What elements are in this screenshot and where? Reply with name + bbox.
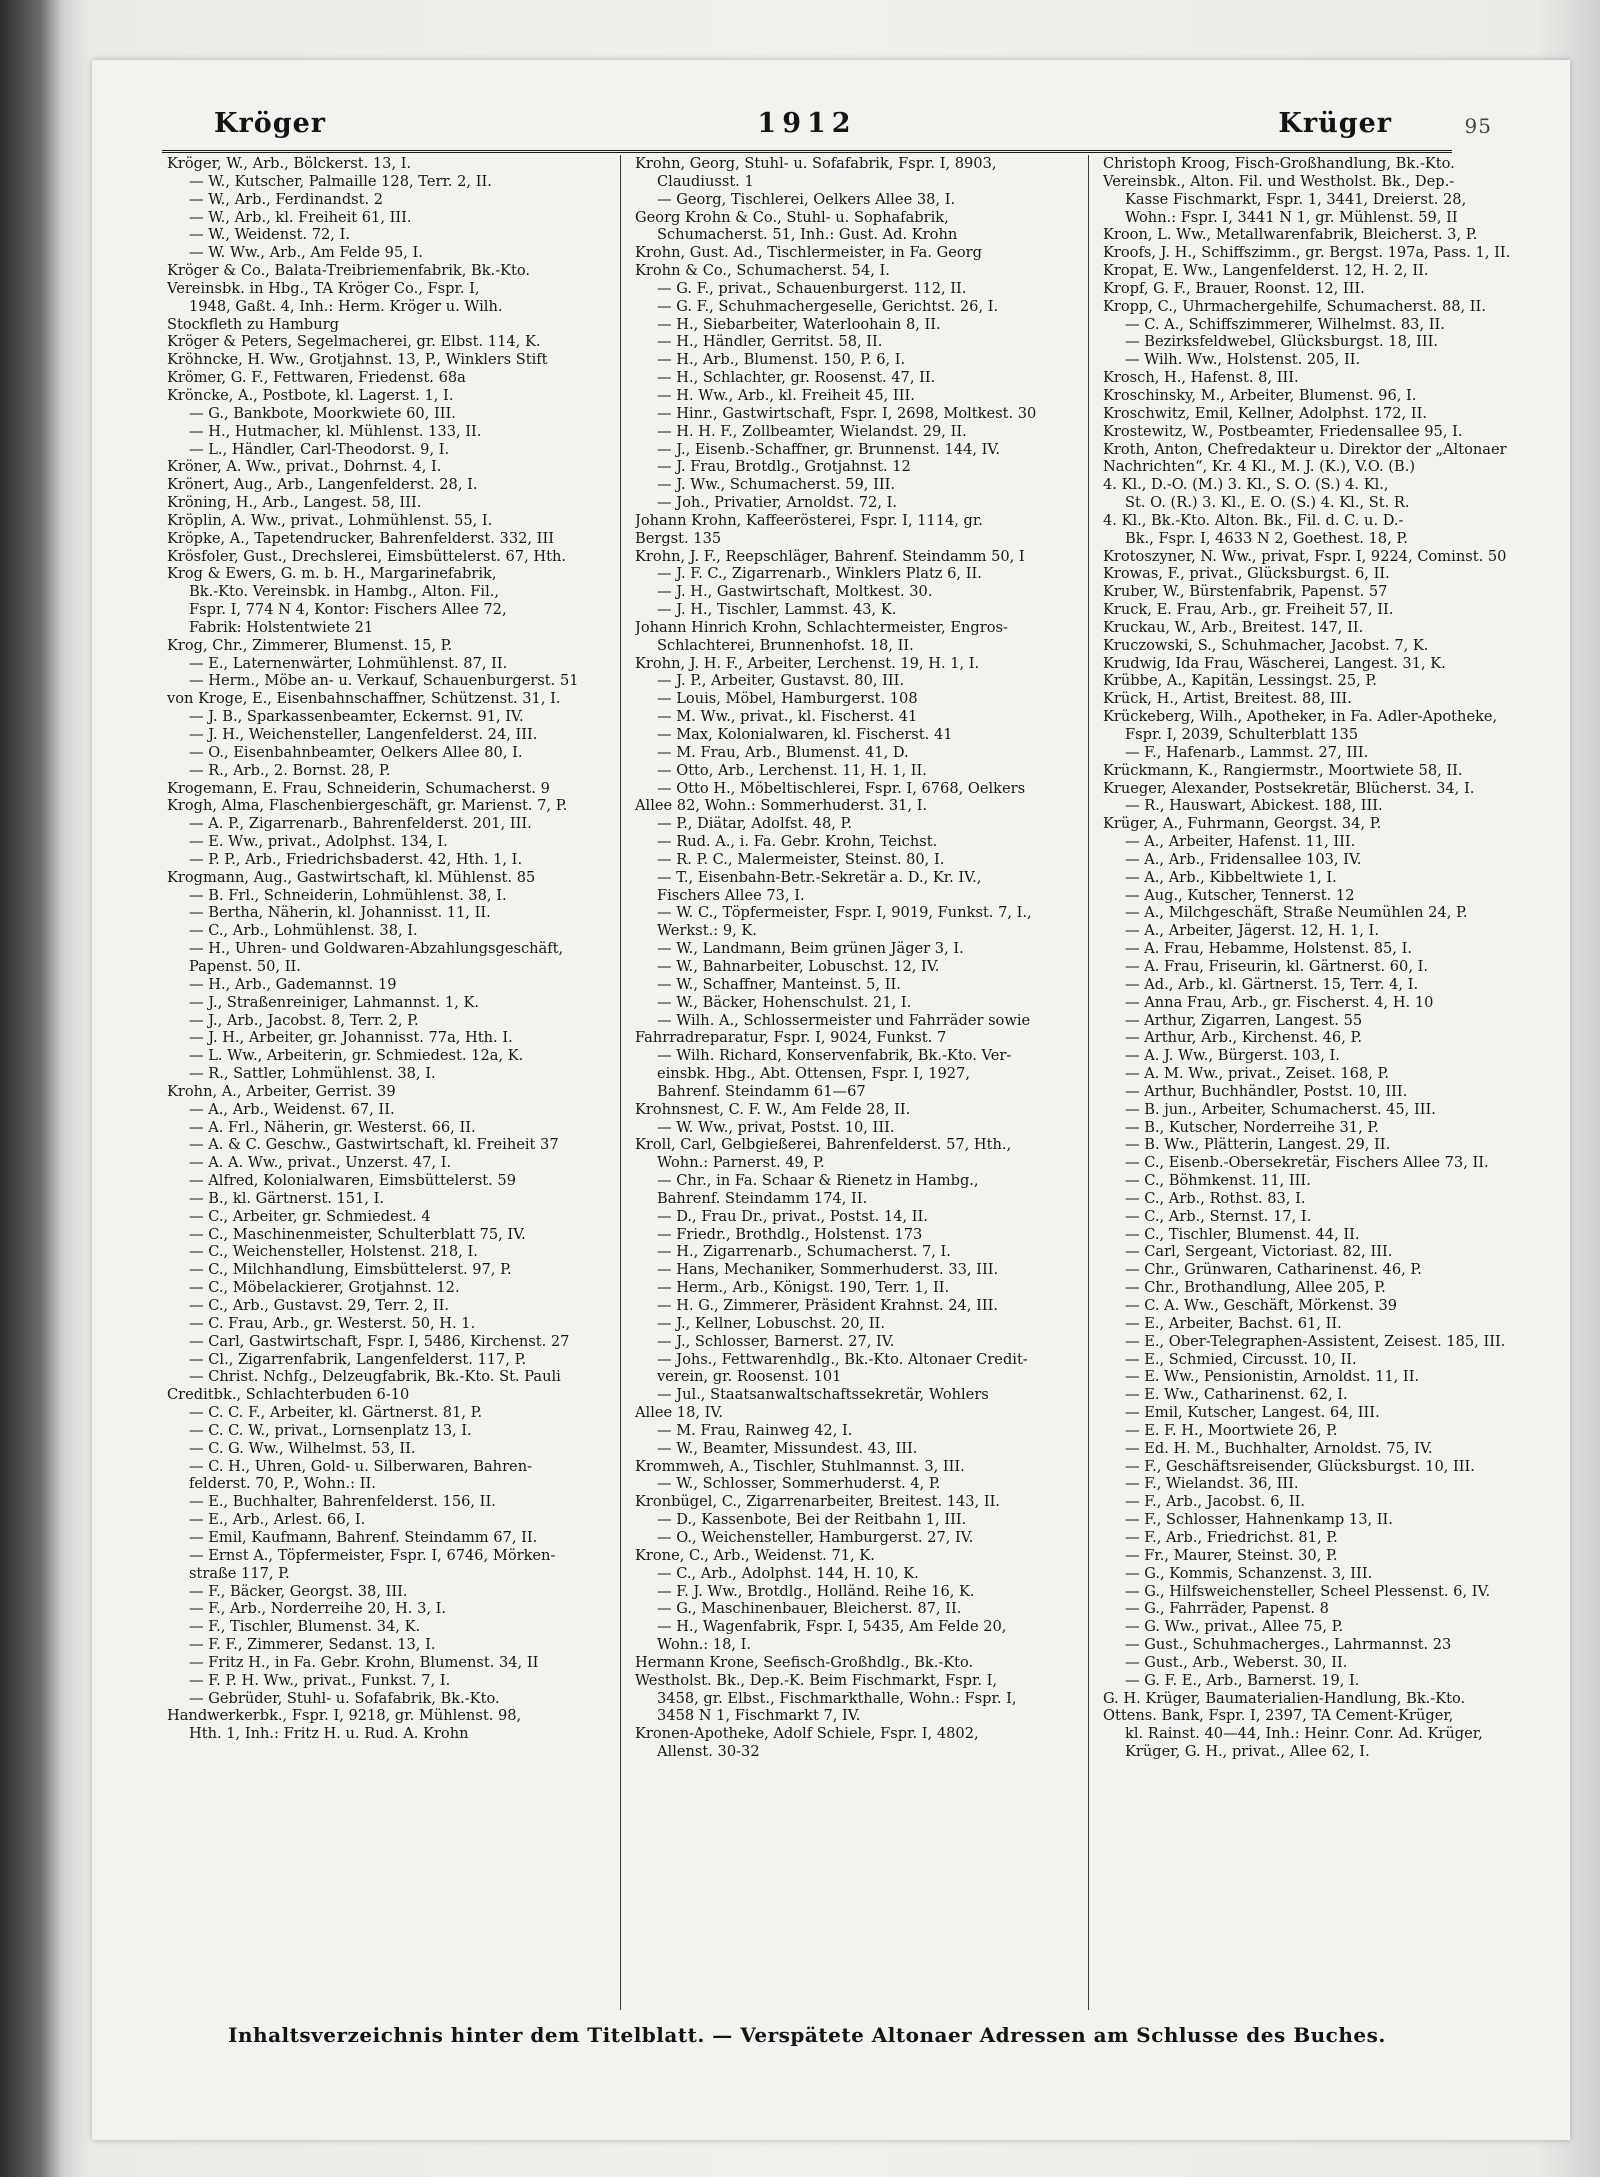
directory-entry-line: — J. H., Weichensteller, Langenfelderst. 24, III. xyxy=(189,726,538,743)
directory-entry-line: Krömer, G. F., Fettwaren, Friedenst. 68a xyxy=(167,369,466,387)
directory-entry-line: — J., Kellner, Lobuschst. 20, II. xyxy=(657,1314,885,1332)
directory-entry-line: — G., Kommis, Schanzenst. 3, III. xyxy=(1125,1564,1373,1582)
directory-entry-line: — G., Hilfsweichensteller, Scheel Plessenst. 6, IV. xyxy=(1125,1582,1491,1600)
directory-entry-line: — Gust., Schuhmacherges., Lahrmannst. 23 xyxy=(1125,1636,1452,1654)
directory-entry-line: Creditbk., Schlachterbuden 6-10 xyxy=(167,1386,410,1404)
directory-entry-line: Krohn, Georg, Stuhl- u. Sofafabrik, Fspr. I, 8903, xyxy=(635,155,997,172)
directory-entry-line: — Emil, Kutscher, Langest. 64, III. xyxy=(1125,1404,1380,1422)
directory-entry-line: Krogh, Alma, Flaschenbiergeschäft, gr. Marienst. 7, P. xyxy=(167,797,568,815)
directory-entry-line: — Louis, Möbel, Hamburgerst. 108 xyxy=(657,690,918,708)
directory-entry-line: Claudiusst. 1 xyxy=(657,172,754,190)
directory-entry-line: — Arthur, Arb., Kirchenst. 46, P. xyxy=(1125,1029,1362,1047)
directory-entry-line: — M. Ww., privat., kl. Fischerst. 41 xyxy=(657,708,918,726)
directory-entry-line: — Christ. Nchfg., Delzeugfabrik, Bk.-Kto. St. Pauli xyxy=(189,1368,561,1386)
directory-entry-line: — F., Arb., Jacobst. 6, II. xyxy=(1125,1493,1305,1511)
directory-entry-line: Nachrichten“, Kr. 4 Kl., M. J. (K.), V.O. (B.) xyxy=(1103,458,1416,476)
directory-entry-line: Krüger, G. H., privat., Allee 62, I. xyxy=(1125,1743,1370,1761)
directory-entry-line: — Cl., Zigarrenfabrik, Langenfelderst. 117, P. xyxy=(189,1350,527,1368)
directory-entry-line: — C., Arb., Lohmühlenst. 38, I. xyxy=(189,922,418,940)
directory-entry-line: — E. Ww., privat., Adolphst. 134, I. xyxy=(189,833,448,851)
directory-entry-line: 3458 N 1, Fischmarkt 7, IV. xyxy=(657,1707,861,1725)
directory-entry-line: — P., Diätar, Adolfst. 48, P. xyxy=(657,815,853,833)
directory-entry-line: — C., Maschinenmeister, Schulterblatt 75, IV. xyxy=(189,1225,526,1243)
directory-entry-line: — Gust., Arb., Weberst. 30, II. xyxy=(1125,1653,1348,1671)
directory-entry-line: Schlachterei, Brunnenhofst. 18, II. xyxy=(657,636,914,654)
directory-entry-line: — A., Arb., Weidenst. 67, II. xyxy=(189,1100,395,1118)
directory-entry-line: — Herm., Möbe an- u. Verkauf, Schauenburgerst. 51 xyxy=(189,672,579,690)
directory-entry-line: — G. F., Schuhmachergeselle, Gerichtst. 26, I. xyxy=(657,297,999,315)
directory-entry-line: — Gebrüder, Stuhl- u. Sofafabrik, Bk.-Kto. xyxy=(189,1689,500,1707)
directory-entry-line: Kröger & Peters, Segelmacherei, gr. Elbst. 114, K. xyxy=(167,333,541,351)
directory-entry-line: — G., Maschinenbauer, Bleicherst. 87, II. xyxy=(657,1600,962,1618)
directory-entry-line: — A. Frau, Friseurin, kl. Gärtnerst. 60, I. xyxy=(1125,957,1429,975)
directory-entry-line: — F., Bäcker, Georgst. 38, III. xyxy=(189,1582,408,1600)
directory-entry-line: — J. Ww., Schumacherst. 59, III. xyxy=(657,476,896,494)
directory-entry-line: Krohn & Co., Schumacherst. 54, I. xyxy=(635,262,890,280)
directory-entry-line: Georg Krohn & Co., Stuhl- u. Sophafabrik, xyxy=(635,208,949,226)
directory-entry-line: — H. Ww., Arb., kl. Freiheit 45, III. xyxy=(657,386,915,404)
directory-entry-line: — C., Arb., Gustavst. 29, Terr. 2, II. xyxy=(189,1297,449,1314)
directory-entry-line: Bahrenf. Steindamm 174, II. xyxy=(657,1189,868,1207)
directory-entry-line: — R. P. C., Malermeister, Steinst. 80, I. xyxy=(657,850,945,868)
directory-entry-line: — W., Beamter, Missundest. 43, III. xyxy=(657,1439,918,1457)
directory-entry-line: Westholst. Bk., Dep.-K. Beim Fischmarkt, Fspr. I, xyxy=(635,1671,998,1689)
directory-entry-line: — Ernst A., Töpfermeister, Fspr. I, 6746, Mörken- xyxy=(189,1546,556,1564)
directory-entry-line: — E. F. H., Moortwiete 26, P. xyxy=(1125,1421,1338,1439)
directory-entry-line: — C., Arbeiter, gr. Schmiedest. 4 xyxy=(189,1207,431,1225)
page-footer-note: Inhaltsverzeichnis hinter dem Titelblatt. — Verspätete Altonaer Adressen am Schlusse des Buches. xyxy=(228,2023,1386,2047)
directory-entry-line: — Wilh. Richard, Konservenfabrik, Bk.-Kto. Ver- xyxy=(657,1047,1012,1065)
directory-entry-line: — Ed. H. M., Buchhalter, Arnoldst. 75, IV. xyxy=(1125,1439,1433,1457)
directory-entry-line: — C. A., Schiffszimmerer, Wilhelmst. 83, II. xyxy=(1125,315,1445,333)
directory-entry-line: — H., Uhren- und Goldwaren-Abzahlungsgeschäft, xyxy=(189,940,564,958)
directory-entry-line: Kröner, A. Ww., privat., Dohrnst. 4, I. xyxy=(167,458,442,476)
directory-entry-line: felderst. 70, P., Wohn.: II. xyxy=(189,1475,376,1493)
directory-entry-line: — H. H. F., Zollbeamter, Wielandst. 29, II. xyxy=(657,422,967,440)
directory-entry-line: — B. Ww., Plätterin, Langest. 29, II. xyxy=(1125,1136,1391,1154)
directory-entry-line: — C. C. W., privat., Lornsenplatz 13, I. xyxy=(189,1421,472,1439)
directory-entry-line: Krohn, Gust. Ad., Tischlermeister, in Fa. Georg xyxy=(635,244,982,262)
directory-entry-line: Kröhncke, H. Ww., Grotjahnst. 13, P., Winklers Stift xyxy=(167,351,548,369)
directory-entry-line: — Hans, Mechaniker, Sommerhuderst. 33, III. xyxy=(657,1261,999,1279)
directory-entry-line: Wohn.: Parnerst. 49, P. xyxy=(657,1154,825,1172)
directory-entry-line: — F., Arb., Norderreihe 20, H. 3, I. xyxy=(189,1600,447,1618)
directory-entry-line: Krogmann, Aug., Gastwirtschaft, kl. Mühlenst. 85 xyxy=(167,868,536,886)
directory-column-2 xyxy=(635,155,1071,2010)
directory-entry-line: Johann Krohn, Kaffeerösterei, Fspr. I, 1114, gr. xyxy=(635,511,983,529)
header-left-keyword: Kröger xyxy=(214,108,326,139)
directory-entry-line: — Fr., Maurer, Steinst. 30, P. xyxy=(1125,1546,1338,1564)
directory-entry-line: — E., Ober-Telegraphen-Assistent, Zeisest. 185, III. xyxy=(1125,1332,1506,1350)
directory-entry-line: — Herm., Arb., Königst. 190, Terr. 1, II. xyxy=(657,1279,950,1297)
directory-entry-line: — B., kl. Gärtnerst. 151, I. xyxy=(189,1189,385,1207)
directory-entry-line: — Bezirksfeldwebel, Glücksburgst. 18, III. xyxy=(1125,333,1439,351)
directory-entry-line: — Aug., Kutscher, Tennerst. 12 xyxy=(1125,886,1355,904)
directory-entry-line: — Otto H., Möbeltischlerei, Fspr. I, 6768, Oelkers xyxy=(657,779,1026,797)
directory-entry-line: Wohn.: 18, I. xyxy=(657,1636,752,1654)
directory-entry-line: — J. B., Sparkassenbeamter, Eckernst. 91, IV. xyxy=(189,708,524,726)
directory-entry-line: verein, gr. Roosenst. 101 xyxy=(657,1368,842,1386)
directory-entry-line: — H., Arb., Blumenst. 150, P. 6, I. xyxy=(657,351,906,369)
column-divider xyxy=(620,155,621,2010)
directory-entry-line: — Ad., Arb., kl. Gärtnerst. 15, Terr. 4, I. xyxy=(1125,975,1419,993)
directory-entry-line: Fabrik: Holstentwiete 21 xyxy=(189,618,374,636)
header-year: 1912 xyxy=(757,108,857,139)
page-number: 95 xyxy=(1464,114,1492,138)
directory-entry-line: — C., Böhmkenst. 11, III. xyxy=(1125,1172,1311,1190)
directory-entry-line: St. O. (R.) 3. Kl., E. O. (S.) 4. Kl., St. R. xyxy=(1125,494,1410,512)
directory-entry-line: Kropf, G. F., Brauer, Roonst. 12, III. xyxy=(1103,279,1365,297)
directory-entry-line: Krüger, A., Fuhrmann, Georgst. 34, P. xyxy=(1103,815,1382,833)
directory-entry-line: — W., Landmann, Beim grünen Jäger 3, I. xyxy=(657,940,964,958)
directory-entry-line: — Bertha, Näherin, kl. Johannisst. 11, II. xyxy=(189,904,491,922)
directory-entry-line: — H., Wagenfabrik, Fspr. I, 5435, Am Felde 20, xyxy=(657,1618,1007,1636)
directory-entry-line: — E. Ww., Catharinenst. 62, I. xyxy=(1125,1386,1348,1404)
directory-entry-line: — T., Eisenbahn-Betr.-Sekretär a. D., Kr. IV., xyxy=(657,868,982,886)
directory-entry-line: — H. G., Zimmerer, Präsident Krahnst. 24, III. xyxy=(657,1297,998,1314)
directory-entry-line: Werkst.: 9, K. xyxy=(657,922,757,940)
directory-entry-line: — J., Eisenb.-Schaffner, gr. Brunnenst. 144, IV. xyxy=(657,440,1001,458)
directory-entry-line: — W., Bahnarbeiter, Lobuschst. 12, IV. xyxy=(657,957,940,975)
directory-entry-line: Allenst. 30-32 xyxy=(657,1743,760,1761)
directory-entry-line: Krohn, J. H. F., Arbeiter, Lerchenst. 19, H. 1, I. xyxy=(635,654,980,672)
directory-entry-line: Bergst. 135 xyxy=(635,529,722,547)
directory-entry-line: — F., Arb., Friedrichst. 81, P. xyxy=(1125,1528,1338,1546)
directory-entry-line: Hermann Krone, Seefisch-Großhdlg., Bk.-Kto. xyxy=(635,1653,974,1671)
directory-entry-line: einsbk. Hbg., Abt. Ottensen, Fspr. I, 1927, xyxy=(657,1065,970,1083)
directory-entry-line: Wohn.: Fspr. I, 3441 N 1, gr. Mühlenst. 59, II xyxy=(1125,208,1458,226)
directory-entry-line: Bk.-Kto. Vereinsbk. in Hambg., Alton. Fil., xyxy=(189,583,500,601)
directory-entry-line: — A. J. Ww., Bürgerst. 103, I. xyxy=(1125,1047,1340,1065)
directory-entry-line: — D., Kassenbote, Bei der Reitbahn 1, III. xyxy=(657,1511,967,1529)
directory-entry-line: — L. Ww., Arbeiterin, gr. Schmiedest. 12a, K. xyxy=(189,1047,524,1065)
directory-entry-line: — Arthur, Zigarren, Langest. 55 xyxy=(1125,1011,1363,1029)
directory-entry-line: — J. F. C., Zigarrenarb., Winklers Platz 6, II. xyxy=(657,565,982,583)
directory-entry-line: — C., Möbelackierer, Grotjahnst. 12. xyxy=(189,1279,460,1297)
header-right-keyword: Krüger xyxy=(1278,108,1392,139)
directory-entry-line: — W., Schaffner, Manteinst. 5, II. xyxy=(657,975,901,993)
directory-entry-line: Krostewitz, W., Postbeamter, Friedensallee 95, I. xyxy=(1103,422,1463,440)
directory-entry-line: Fspr. I, 2039, Schulterblatt 135 xyxy=(1125,726,1359,743)
directory-entry-line: — H., Arb., Gademannst. 19 xyxy=(189,975,397,993)
directory-entry-line: Kronbügel, C., Zigarrenarbeiter, Breitest. 143, II. xyxy=(635,1493,1001,1511)
directory-entry-line: — J. H., Gastwirtschaft, Moltkest. 30. xyxy=(657,583,933,601)
directory-entry-line: — R., Hauswart, Abickest. 188, III. xyxy=(1125,797,1383,815)
directory-entry-line: 1948, Gaßt. 4, Inh.: Herm. Kröger u. Wilh. xyxy=(189,297,503,315)
directory-entry-line: — Wilh. A., Schlossermeister und Fahrräder sowie xyxy=(657,1011,1031,1029)
directory-entry-line: Krommweh, A., Tischler, Stuhlmannst. 3, III. xyxy=(635,1457,965,1475)
directory-entry-line: Krückeberg, Wilh., Apotheker, in Fa. Adler-Apotheke, xyxy=(1103,708,1498,726)
directory-entry-line: — H., Hutmacher, kl. Mühlenst. 133, II. xyxy=(189,422,482,440)
directory-entry-line: von Kroge, E., Eisenbahnschaffner, Schützenst. 31, I. xyxy=(167,690,561,708)
directory-entry-line: — B. jun., Arbeiter, Schumacherst. 45, III. xyxy=(1125,1100,1436,1118)
directory-entry-line: Kroofs, J. H., Schiffszimm., gr. Bergst. 197a, Pass. 1, II. xyxy=(1103,244,1511,262)
directory-entry-line: Kropat, E. Ww., Langenfelderst. 12, H. 2, II. xyxy=(1103,262,1429,280)
directory-entry-line: — B., Kutscher, Norderreihe 31, P. xyxy=(1125,1118,1379,1136)
directory-entry-line: Krone, C., Arb., Weidenst. 71, K. xyxy=(635,1546,875,1564)
directory-entry-line: — L., Händler, Carl-Theodorst. 9, I. xyxy=(189,440,450,458)
directory-entry-line: Stockfleth zu Hamburg xyxy=(167,315,339,333)
directory-entry-line: — A. A. Ww., privat., Unzerst. 47, I. xyxy=(189,1154,452,1172)
directory-entry-line: — C., Milchhandlung, Eimsbüttelerst. 97, P. xyxy=(189,1261,512,1279)
directory-entry-line: — Hinr., Gastwirtschaft, Fspr. I, 2698, Moltkest. 30 xyxy=(657,404,1037,422)
directory-entry-line: Krübbe, A., Kapitän, Lessingst. 25, P. xyxy=(1103,672,1377,690)
directory-entry-line: Kröger & Co., Balata-Treibriemenfabrik, Bk.-Kto. xyxy=(167,262,531,280)
directory-entry-line: — F. F., Zimmerer, Sedanst. 13, I. xyxy=(189,1636,436,1654)
directory-entry-line: — Anna Frau, Arb., gr. Fischerst. 4, H. 10 xyxy=(1125,993,1434,1011)
directory-entry-line: — W., Weidenst. 72, I. xyxy=(189,226,350,244)
directory-entry-line: — G., Bankbote, Moorkwiete 60, III. xyxy=(189,404,456,422)
directory-entry-line: — C. G. Ww., Wilhelmst. 53, II. xyxy=(189,1439,416,1457)
directory-entry-line: — B. Frl., Schneiderin, Lohmühlenst. 38, I. xyxy=(189,886,507,904)
directory-entry-line: — Carl, Gastwirtschaft, Fspr. I, 5486, Kirchenst. 27 xyxy=(189,1332,570,1350)
directory-entry-line: — O., Eisenbahnbeamter, Oelkers Allee 80, I. xyxy=(189,743,523,761)
directory-entry-line: — M. Frau, Arb., Blumenst. 41, D. xyxy=(657,743,909,761)
directory-entry-line: — A. & C. Geschw., Gastwirtschaft, kl. Freiheit 37 xyxy=(189,1136,559,1154)
directory-entry-line: — G. F., privat., Schauenburgerst. 112, II. xyxy=(657,279,967,297)
directory-entry-line: — A. Frau, Hebamme, Holstenst. 85, I. xyxy=(1125,940,1412,958)
directory-entry-line: — J., Arb., Jacobst. 8, Terr. 2, P. xyxy=(189,1011,419,1029)
directory-entry-line: Kronen-Apotheke, Adolf Schiele, Fspr. I, 4802, xyxy=(635,1725,979,1743)
directory-entry-line: Kroschwitz, Emil, Kellner, Adolphst. 172, II. xyxy=(1103,404,1427,422)
directory-entry-line: — E., Buchhalter, Bahrenfelderst. 156, II. xyxy=(189,1493,496,1511)
directory-entry-line: Krog, Chr., Zimmerer, Blumenst. 15, P. xyxy=(167,636,453,654)
directory-entry-line: Fischers Allee 73, I. xyxy=(657,886,805,904)
directory-entry-line: — O., Weichensteller, Hamburgerst. 27, IV. xyxy=(657,1528,974,1546)
directory-entry-line: 4. Kl., Bk.-Kto. Alton. Bk., Fil. d. C. u. D.- xyxy=(1103,511,1404,529)
directory-entry-line: Kroll, Carl, Gelbgießerei, Bahrenfelderst. 57, Hth., xyxy=(635,1136,1012,1154)
directory-entry-line: Kropp, C., Uhrmachergehilfe, Schumacherst. 88, II. xyxy=(1103,297,1486,315)
directory-entry-line: Papenst. 50, II. xyxy=(189,957,301,975)
directory-entry-line: — A., Milchgeschäft, Straße Neumühlen 24, P. xyxy=(1125,904,1468,922)
directory-entry-line: — J., Schlosser, Barnerst. 27, IV. xyxy=(657,1332,895,1350)
directory-entry-line: Bahrenf. Steindamm 61—67 xyxy=(657,1082,866,1100)
directory-entry-line: — W., Schlosser, Sommerhuderst. 4, P. xyxy=(657,1475,941,1493)
directory-entry-line: Krueger, Alexander, Postsekretär, Blücherst. 34, I. xyxy=(1103,779,1475,797)
directory-entry-line: 3458, gr. Elbst., Fischmarkthalle, Wohn.: Fspr. I, xyxy=(657,1689,1017,1707)
directory-entry-line: Kröning, H., Arb., Langest. 58, III. xyxy=(167,494,422,512)
directory-entry-line: — W. Ww., privat, Postst. 10, III. xyxy=(657,1118,895,1136)
directory-entry-line: — E., Schmied, Circusst. 10, II. xyxy=(1125,1350,1357,1368)
directory-entry-line: — W., Kutscher, Palmaille 128, Terr. 2, II. xyxy=(189,172,492,190)
directory-entry-line: — Chr., in Fa. Schaar & Rienetz in Hambg., xyxy=(657,1172,979,1190)
directory-entry-line: — W. Ww., Arb., Am Felde 95, I. xyxy=(189,244,423,262)
directory-entry-line: Bk., Fspr. I, 4633 N 2, Goethest. 18, P. xyxy=(1125,529,1408,547)
directory-entry-line: Allee 18, IV. xyxy=(635,1404,724,1422)
directory-entry-line: — F. P. H. Ww., privat., Funkst. 7, I. xyxy=(189,1671,451,1689)
directory-entry-line: Krönert, Aug., Arb., Langenfelderst. 28, I. xyxy=(167,476,478,494)
directory-entry-line: Krogemann, E. Frau, Schneiderin, Schumacherst. 9 xyxy=(167,779,550,797)
directory-entry-line: Kruck, E. Frau, Arb., gr. Freiheit 57, II. xyxy=(1103,601,1394,619)
directory-entry-line: — G. F. E., Arb., Barnerst. 19, I. xyxy=(1125,1671,1360,1689)
directory-entry-line: Ottens. Bank, Fspr. I, 2397, TA Cement-Krüger, xyxy=(1103,1707,1454,1725)
directory-entry-line: — C., Arb., Adolphst. 144, H. 10, K. xyxy=(657,1564,919,1582)
directory-entry-line: — W., Bäcker, Hohenschulst. 21, I. xyxy=(657,993,912,1011)
directory-entry-line: — A., Arb., Kibbeltwiete 1, I. xyxy=(1125,868,1337,886)
directory-entry-line: — H., Zigarrenarb., Schumacherst. 7, I. xyxy=(657,1243,951,1261)
directory-entry-line: Fahrradreparatur, Fspr. I, 9024, Funkst. 7 xyxy=(635,1029,947,1047)
directory-entry-line: — A. Frl., Näherin, gr. Westerst. 66, II. xyxy=(189,1118,476,1136)
directory-entry-line: Krosch, H., Hafenst. 8, III. xyxy=(1103,369,1299,387)
directory-entry-line: Kroschinsky, M., Arbeiter, Blumenst. 96, I. xyxy=(1103,386,1417,404)
directory-entry-line: Johann Hinrich Krohn, Schlachtermeister, Engros- xyxy=(635,618,1008,636)
directory-entry-line: — F., Wielandst. 36, III. xyxy=(1125,1475,1299,1493)
directory-entry-line: Kruckau, W., Arb., Breitest. 147, II. xyxy=(1103,618,1364,636)
directory-column-3 xyxy=(1103,155,1539,2010)
directory-entry-line: — Max, Kolonialwaren, kl. Fischerst. 41 xyxy=(657,726,953,743)
directory-entry-line: — F., Tischler, Blumenst. 34, K. xyxy=(189,1618,421,1636)
directory-entry-line: — Chr., Brothandlung, Allee 205, P. xyxy=(1125,1279,1386,1297)
directory-entry-line: Krohn, J. F., Reepschläger, Bahrenf. Steindamm 50, I xyxy=(635,547,1025,565)
directory-entry-line: Kasse Fischmarkt, Fspr. 1, 3441, Dreierst. 28, xyxy=(1125,190,1467,208)
directory-entry-line: — J. H., Tischler, Lammst. 43, K. xyxy=(657,601,897,619)
column-divider xyxy=(1088,155,1089,2010)
directory-entry-line: — C. A. Ww., Geschäft, Mörkenst. 39 xyxy=(1125,1297,1398,1314)
directory-entry-line: — Rud. A., i. Fa. Gebr. Krohn, Teichst. xyxy=(657,833,938,851)
directory-entry-line: Schumacherst. 51, Inh.: Gust. Ad. Krohn xyxy=(657,226,958,244)
directory-entry-line: — C., Arb., Sternst. 17, I. xyxy=(1125,1207,1312,1225)
directory-entry-line: — W. C., Töpfermeister, Fspr. I, 9019, Funkst. 7, I., xyxy=(657,904,1032,922)
directory-entry-line: — Joh., Privatier, Arnoldst. 72, I. xyxy=(657,494,898,512)
directory-entry-line: Krohn, A., Arbeiter, Gerrist. 39 xyxy=(167,1082,396,1100)
directory-entry-line: Krück, H., Artist, Breitest. 88, III. xyxy=(1103,690,1352,708)
directory-entry-line: — F. J. Ww., Brotdlg., Holländ. Reihe 16, K. xyxy=(657,1582,975,1600)
page-header xyxy=(162,100,1492,153)
directory-entry-line: Krotoszyner, N. Ww., privat, Fspr. I, 9224, Cominst. 50 xyxy=(1103,547,1507,565)
directory-entry-line: — C., Weichensteller, Holstenst. 218, I. xyxy=(189,1243,478,1261)
directory-column-1 xyxy=(167,155,603,2010)
directory-entry-line: — E. Ww., Pensionistin, Arnoldst. 11, II. xyxy=(1125,1368,1420,1386)
directory-entry-line: Krowas, F., privat., Glücksburgst. 6, II. xyxy=(1103,565,1390,583)
directory-entry-line: Kröger, W., Arb., Bölckerst. 13, I. xyxy=(167,155,412,172)
directory-entry-line: — H., Siebarbeiter, Waterloohain 8, II. xyxy=(657,315,941,333)
directory-entry-line: Fspr. I, 774 N 4, Kontor: Fischers Allee 72, xyxy=(189,601,507,619)
directory-entry-line: — Georg, Tischlerei, Oelkers Allee 38, I. xyxy=(657,190,956,208)
directory-entry-line: — Otto, Arb., Lerchenst. 11, H. 1, II. xyxy=(657,761,927,779)
directory-entry-line: Allee 82, Wohn.: Sommerhuderst. 31, I. xyxy=(635,797,928,815)
directory-entry-line: — J. H., Arbeiter, gr. Johannisst. 77a, Hth. I. xyxy=(189,1029,513,1047)
directory-entry-line: Hth. 1, Inh.: Fritz H. u. Rud. A. Krohn xyxy=(189,1725,469,1743)
directory-entry-line: Kroon, L. Ww., Metallwarenfabrik, Bleicherst. 3, P. xyxy=(1103,226,1478,244)
directory-entry-line: — J., Straßenreiniger, Lahmannst. 1, K. xyxy=(189,993,480,1011)
directory-entry-line: Kröncke, A., Postbote, kl. Lagerst. 1, I. xyxy=(167,386,454,404)
directory-entry-line: — C. C. F., Arbeiter, kl. Gärtnerst. 81, P. xyxy=(189,1404,483,1422)
directory-entry-line: — Friedr., Brothdlg., Holstenst. 173 xyxy=(657,1225,923,1243)
directory-entry-line: — C., Arb., Rothst. 83, I. xyxy=(1125,1189,1306,1207)
directory-entry-line: — G. Ww., privat., Allee 75, P. xyxy=(1125,1618,1344,1636)
directory-entry-line: — Johs., Fettwarenhdlg., Bk.-Kto. Altonaer Credit- xyxy=(657,1350,1028,1368)
directory-entry-line: — C., Tischler, Blumenst. 44, II. xyxy=(1125,1225,1360,1243)
directory-entry-line: Kruczowski, S., Schuhmacher, Jacobst. 7, K. xyxy=(1103,636,1429,654)
directory-entry-line: kl. Rainst. 40—44, Inh.: Heinr. Conr. Ad. Krüger, xyxy=(1125,1725,1483,1743)
directory-entry-line: Handwerkerbk., Fspr. I, 9218, gr. Mühlenst. 98, xyxy=(167,1707,522,1725)
directory-entry-line: Kröpke, A., Tapetendrucker, Bahrenfelderst. 332, III xyxy=(167,529,554,547)
directory-entry-line: — M. Frau, Rainweg 42, I. xyxy=(657,1421,853,1439)
directory-entry-line: — F., Hafenarb., Lammst. 27, III. xyxy=(1125,743,1369,761)
directory-entry-line: — H., Händler, Gerritst. 58, II. xyxy=(657,333,883,351)
directory-entry-line: — H., Schlachter, gr. Roosenst. 47, II. xyxy=(657,369,936,387)
directory-entry-line: Krösfoler, Gust., Drechslerei, Eimsbüttelerst. 67, Hth. xyxy=(167,547,567,565)
directory-entry-line: — Carl, Sergeant, Victoriast. 82, III. xyxy=(1125,1243,1393,1261)
directory-entry-line: — C. Frau, Arb., gr. Westerst. 50, H. 1. xyxy=(189,1314,476,1332)
directory-entry-line: — G., Fahrräder, Papenst. 8 xyxy=(1125,1600,1329,1618)
directory-entry-line: Kroth, Anton, Chefredakteur u. Direktor der „Altonaer xyxy=(1103,440,1507,458)
directory-entry-line: Kröplin, A. Ww., privat., Lohmühlenst. 55, I. xyxy=(167,511,493,529)
directory-entry-line: — Chr., Grünwaren, Catharinenst. 46, P. xyxy=(1125,1261,1422,1279)
directory-entry-line: — A., Arb., Fridensallee 103, IV. xyxy=(1125,850,1362,868)
directory-entry-line: — E., Laternenwärter, Lohmühlenst. 87, II. xyxy=(189,654,508,672)
directory-entry-line: — Alfred, Kolonialwaren, Eimsbüttelerst. 59 xyxy=(189,1172,516,1190)
directory-entry-line: — F., Geschäftsreisender, Glücksburgst. 10, III. xyxy=(1125,1457,1475,1475)
directory-entry-line: Krudwig, Ida Frau, Wäscherei, Langest. 31, K. xyxy=(1103,654,1446,672)
directory-entry-line: — C. H., Uhren, Gold- u. Silberwaren, Bahren- xyxy=(189,1457,533,1475)
directory-entry-line: — J. P., Arbeiter, Gustavst. 80, III. xyxy=(657,672,905,690)
directory-entry-line: — Emil, Kaufmann, Bahrenf. Steindamm 67, II. xyxy=(189,1528,538,1546)
directory-entry-line: — D., Frau Dr., privat., Postst. 14, II. xyxy=(657,1207,928,1225)
directory-entry-line: Vereinsbk. in Hbg., TA Kröger Co., Fspr. I, xyxy=(167,279,480,297)
directory-entry-line: Christoph Kroog, Fisch-Großhandlung, Bk.-Kto. xyxy=(1103,155,1455,172)
directory-entry-line: — E., Arbeiter, Bachst. 61, II. xyxy=(1125,1314,1342,1332)
directory-entry-line: Vereinsbk., Alton. Fil. und Westholst. Bk., Dep.- xyxy=(1103,172,1455,190)
directory-entry-line: — Fritz H., in Fa. Gebr. Krohn, Blumenst. 34, II xyxy=(189,1653,539,1671)
directory-entry-line: — F., Schlosser, Hahnenkamp 13, II. xyxy=(1125,1511,1393,1529)
directory-page xyxy=(92,60,1570,2140)
directory-entry-line: — R., Sattler, Lohmühlenst. 38, I. xyxy=(189,1065,436,1083)
directory-entry-line: — Jul., Staatsanwaltschaftssekretär, Wohlers xyxy=(657,1386,989,1404)
directory-entry-line: — Wilh. Ww., Holstenst. 205, II. xyxy=(1125,351,1361,369)
directory-entry-line: Krohnsnest, C. F. W., Am Felde 28, II. xyxy=(635,1100,911,1118)
directory-entry-line: 4. Kl., D.-O. (M.) 3. Kl., S. O. (S.) 4. Kl., xyxy=(1103,476,1389,494)
directory-entry-line: — A., Arbeiter, Hafenst. 11, III. xyxy=(1125,833,1356,851)
directory-entry-line: — C., Eisenb.-Obersekretär, Fischers Allee 73, II. xyxy=(1125,1154,1489,1172)
directory-entry-line: Kruber, W., Bürstenfabrik, Papenst. 57 xyxy=(1103,583,1388,601)
directory-entry-line: — A., Arbeiter, Jägerst. 12, H. 1, I. xyxy=(1125,922,1379,940)
directory-entry-line: — W., Arb., Ferdinandst. 2 xyxy=(189,190,384,208)
directory-entry-line: — R., Arb., 2. Bornst. 28, P. xyxy=(189,761,391,779)
directory-entry-line: Krückmann, K., Rangiermstr., Moortwiete 58, II. xyxy=(1103,761,1463,779)
directory-entry-line: — P. P., Arb., Friedrichsbaderst. 42, Hth. 1, I. xyxy=(189,850,523,868)
directory-entry-line: Krog & Ewers, G. m. b. H., Margarinefabrik, xyxy=(167,565,497,583)
directory-entry-line: — Arthur, Buchhändler, Postst. 10, III. xyxy=(1125,1082,1408,1100)
directory-entry-line: — J. Frau, Brotdlg., Grotjahnst. 12 xyxy=(657,458,911,476)
directory-entry-line: — W., Arb., kl. Freiheit 61, III. xyxy=(189,208,412,226)
directory-entry-line: — A. P., Zigarrenarb., Bahrenfelderst. 201, III. xyxy=(189,815,532,833)
directory-entry-line: G. H. Krüger, Baumaterialien-Handlung, Bk.-Kto. xyxy=(1103,1689,1466,1707)
directory-entry-line: straße 117, P. xyxy=(189,1564,290,1582)
directory-entry-line: — E., Arb., Arlest. 66, I. xyxy=(189,1511,366,1529)
directory-entry-line: — A. M. Ww., privat., Zeiset. 168, P. xyxy=(1125,1065,1390,1083)
